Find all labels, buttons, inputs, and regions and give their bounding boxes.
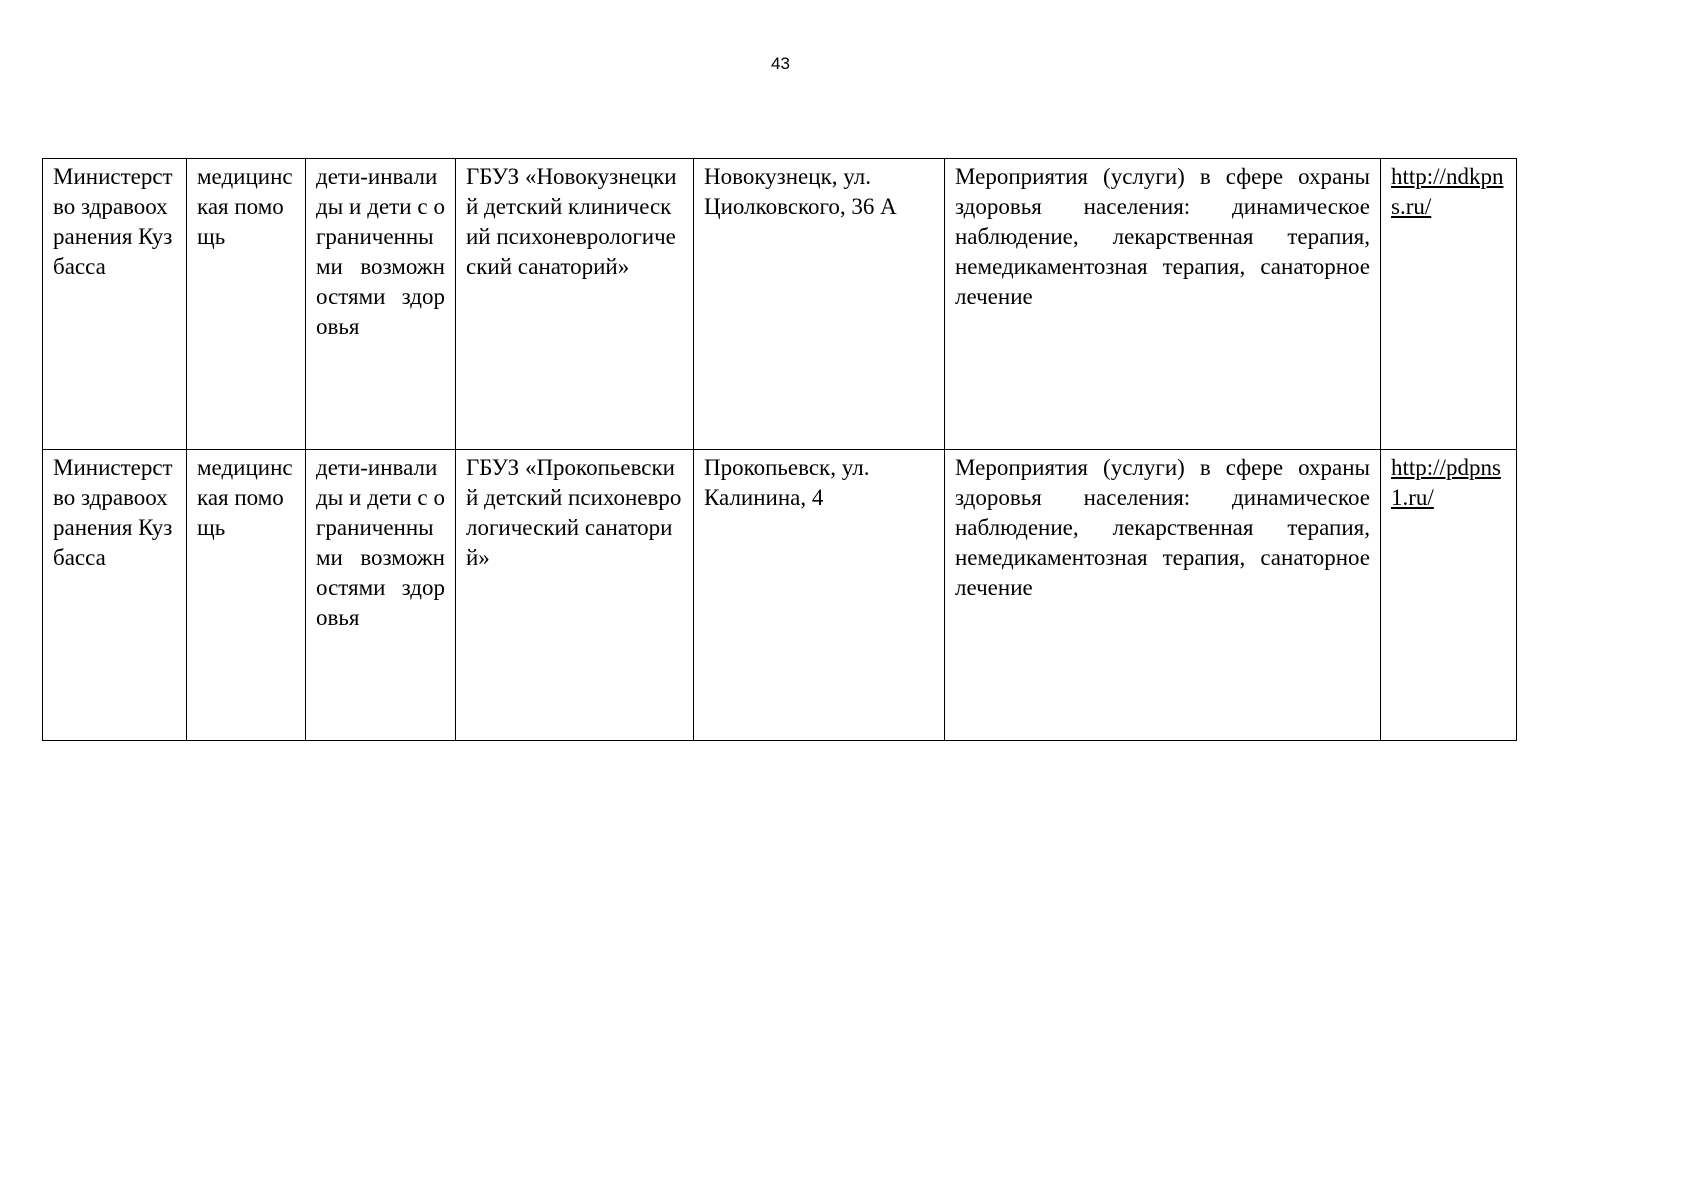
- page-number: 43: [771, 54, 790, 73]
- ministry-cell: Министерство здравоохранения Кузбасса: [43, 450, 187, 741]
- table-row: [43, 159, 1517, 450]
- ministry-cell: Министерство здравоохранения Кузбасса: [43, 159, 187, 450]
- category-cell: дети-инвалиды и дети с ограниченными возможностями здоровья: [306, 450, 456, 741]
- table-row: [43, 450, 1517, 741]
- institution-cell: ГБУЗ «Прокопьевский детский психоневрологический санаторий»: [456, 450, 694, 741]
- service-cell: медицинская помощь: [187, 159, 306, 450]
- activities-cell: Мероприятия (услуги) в сфере охраны здоровья населения: динамическое наблюдение, лекарственная терапия, немедикаментозная терапия, санаторное лечение: [945, 450, 1381, 741]
- website-cell: [1381, 159, 1517, 450]
- address-cell: Новокузнецк, ул. Циолковского, 36 А: [694, 159, 945, 450]
- address-cell: Прокопьевск, ул. Калинина, 4: [694, 450, 945, 741]
- institutions-table: [42, 158, 1517, 741]
- website-cell: [1381, 450, 1517, 741]
- website-link[interactable]: http://pdpns1.ru/: [1391, 455, 1501, 510]
- institution-cell: ГБУЗ «Новокузнецкий детский клинический психоневрологический санаторий»: [456, 159, 694, 450]
- service-cell: медицинская помощь: [187, 450, 306, 741]
- category-cell: дети-инвалиды и дети с ограниченными возможностями здоровья: [306, 159, 456, 450]
- activities-cell: Мероприятия (услуги) в сфере охраны здоровья населения: динамическое наблюдение, лекарственная терапия, немедикаментозная терапия, санаторное лечение: [945, 159, 1381, 450]
- website-link[interactable]: http://ndkpns.ru/: [1391, 164, 1504, 219]
